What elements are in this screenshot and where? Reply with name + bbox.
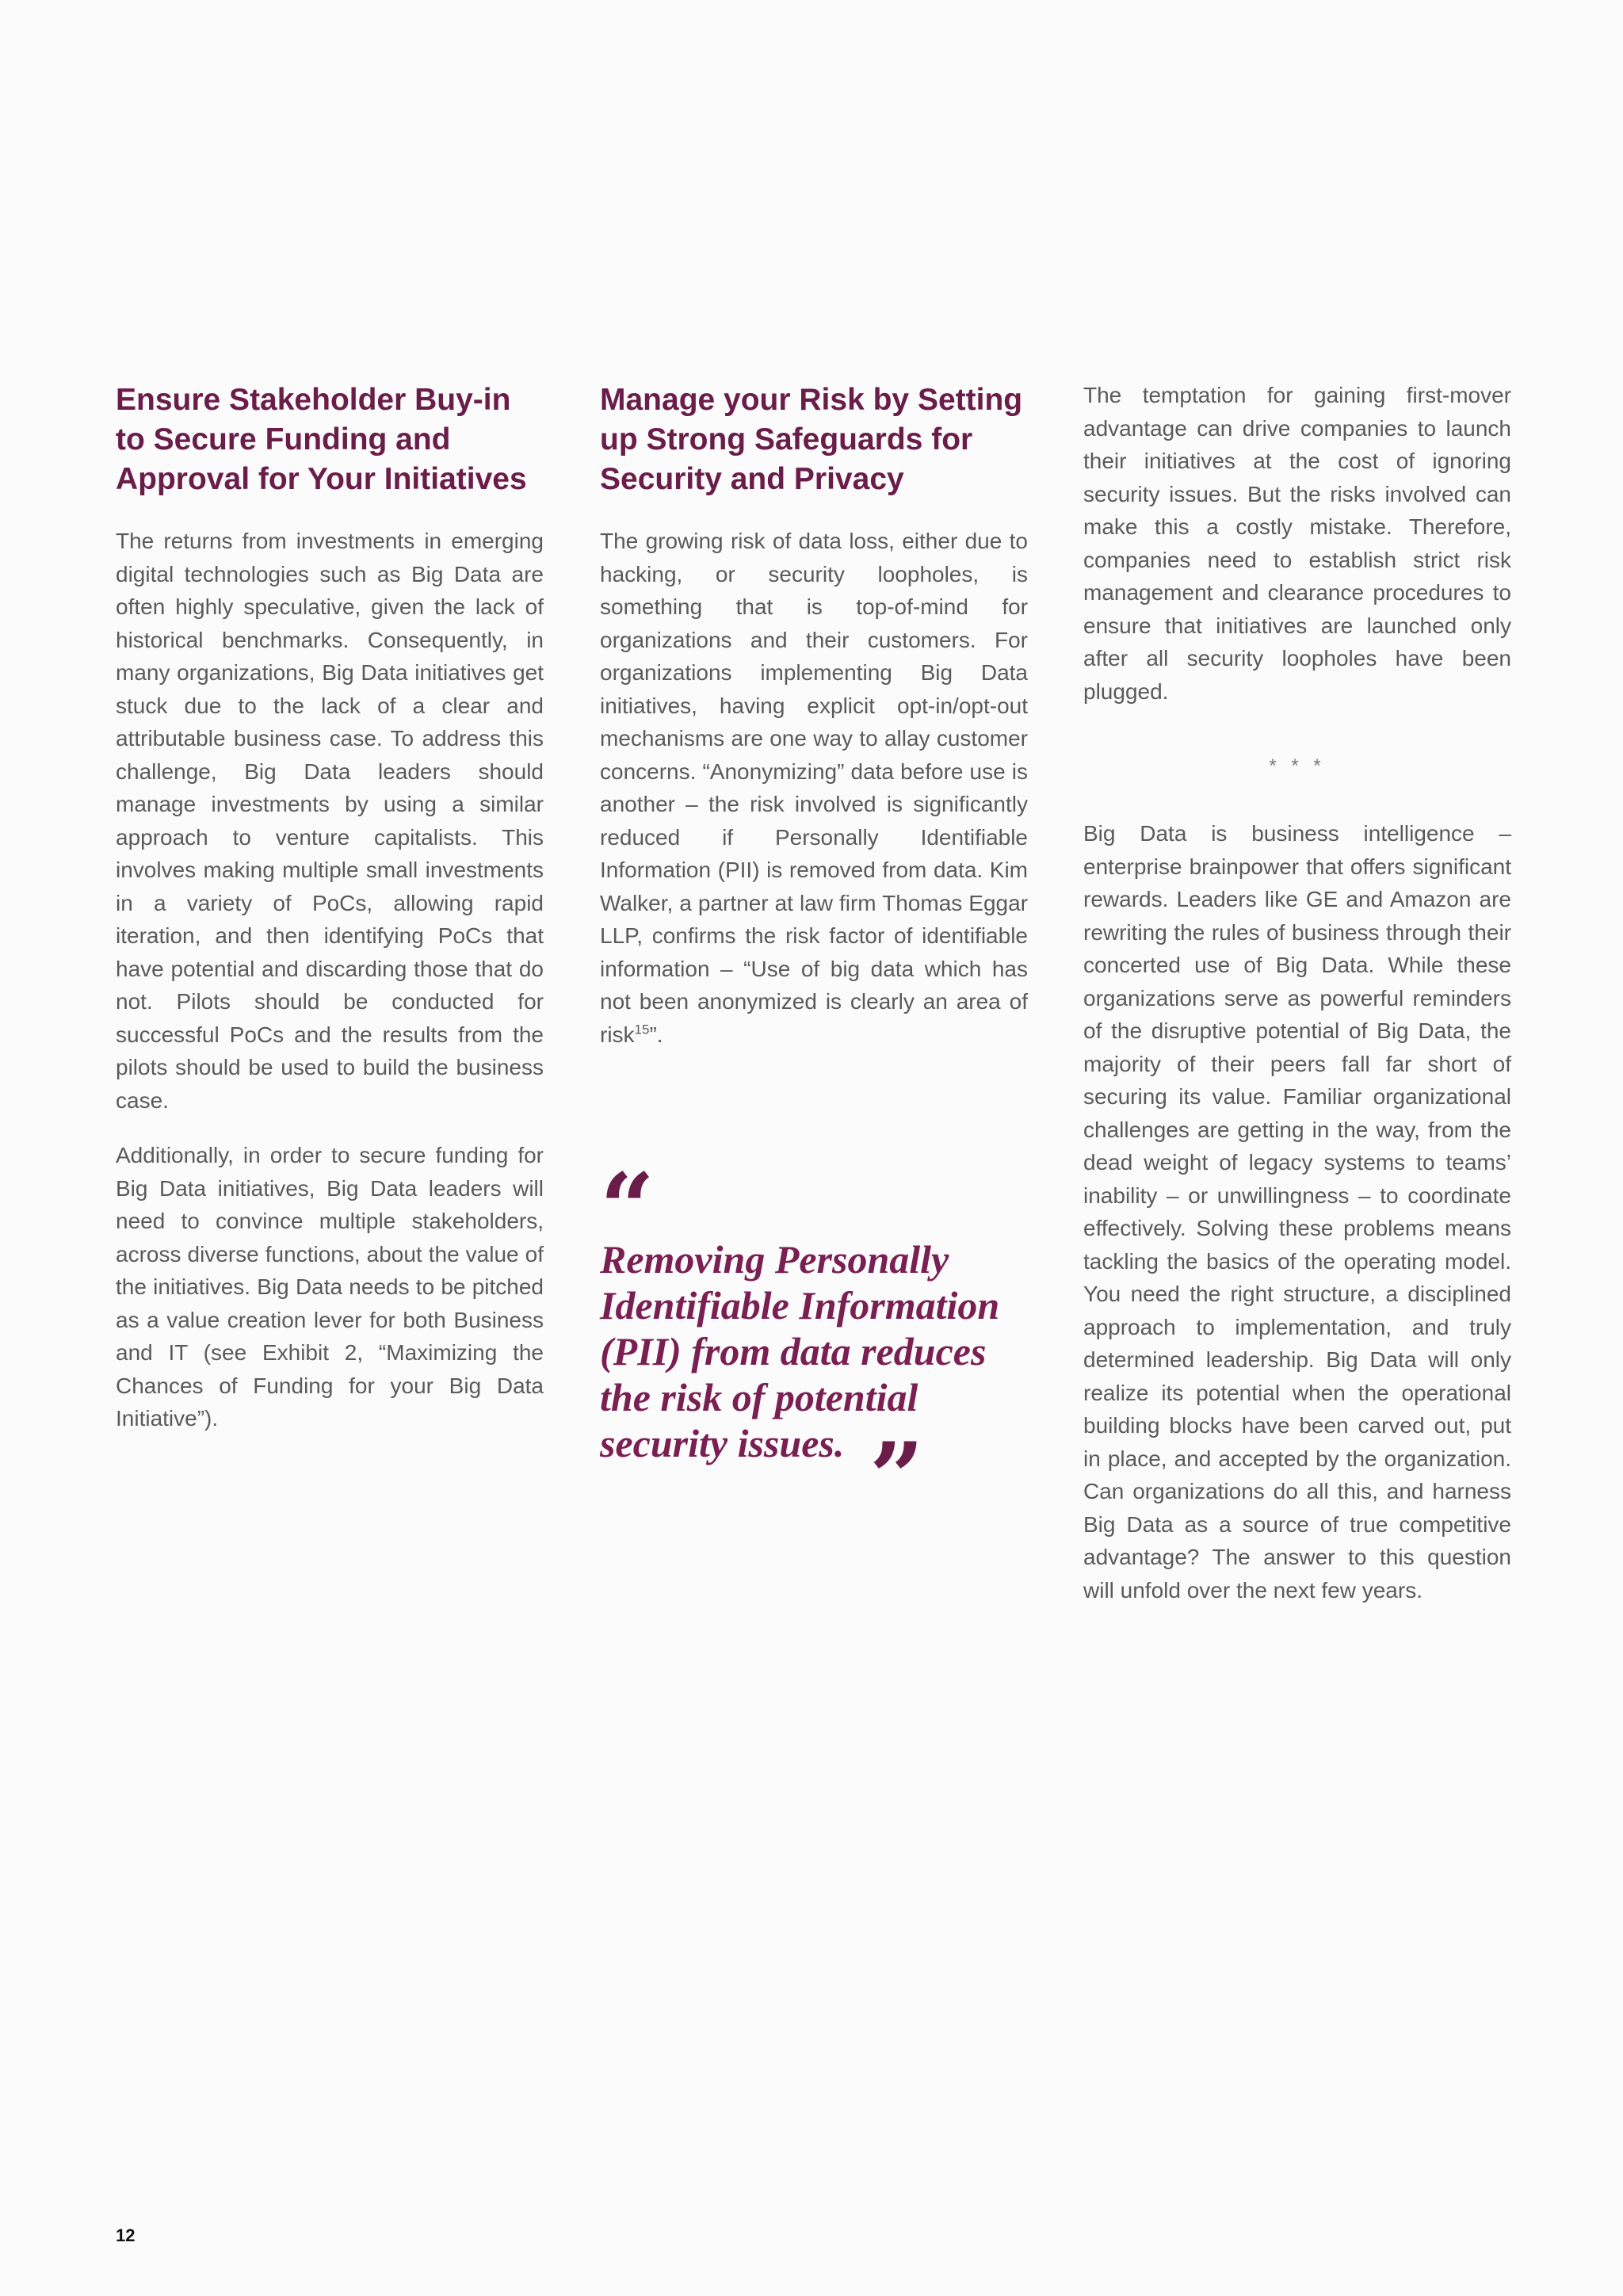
section-separator: * * * (1269, 755, 1326, 777)
section-heading-manage-risk: Manage your Risk by Setting up Strong Safeguards for Security and Privacy (600, 383, 1023, 496)
footnote-ref: 15 (634, 1022, 650, 1037)
column-left (116, 380, 544, 1457)
section-heading-stakeholder-buy-in: Ensure Stakeholder Buy-in to Secure Funding and Approval for Your Initiatives (116, 383, 527, 496)
close-quote-icon: ” (869, 1422, 918, 1534)
paragraph: The returns from investments in emerging digital technologies such as Big Data are often highly speculative, given the lack of historical benchmarks. Consequently, in many organizations, Big Data initiatives get stuck due to the lack of a clear and attributable business case. To address this challenge, Big Data leaders should manage investments by using a similar approach to venture capitalists. This involves making multiple small investments in a variety of PoCs, allowing rapid iteration, and then identifying PoCs that have potential and discarding those that do not. Pilots should be conducted for successful PoCs and the results from the pilots should be used to build the business case. (116, 529, 544, 1113)
paragraph-end: ”. (649, 1022, 663, 1047)
column-right (1083, 379, 1511, 1629)
paragraph (600, 525, 1028, 1051)
pull-quote-text: Removing Personally Identifiable Information (PII) from data reduces the risk of potential security issues. (600, 1237, 1000, 1465)
paragraph: The temptation for gaining first-mover advantage can drive companies to launch their initiatives at the cost of ignoring security issues. But the risks involved can make this a costly mistake. Therefore, companies need to establish strict risk management and clearance procedures to ensure that initiatives are launched only after all security loopholes have been plugged. (1083, 383, 1511, 704)
paragraph: Additionally, in order to secure funding for Big Data initiatives, Big Data leaders will need to convince multiple stakeholders, across diverse functions, about the value of the initiatives. Big Data needs to be pitched as a value creation lever for both Business and IT (see Exhibit 2, “Maximizing the Chances of Funding for your Big Data Initiative”). (116, 1143, 544, 1431)
paragraph: Big Data is business intelligence – enterprise brainpower that offers significant rewards. Leaders like GE and Amazon are rewriting the rules of business through their concerted use of Big Data. While these organizations serve as powerful reminders of the disruptive potential of Big Data, the majority of their peers fall far short of securing its value. Familiar organizational challenges are getting in the way, from the dead weight of legacy systems to teams’ inability – or unwillingness – to coordinate effectively. Solving these problems means tackling the basics of the operating model. You need the right structure, a disciplined approach to implementation, and truly determined leadership. Big Data will only realize its potential when the operational building blocks have been carved out, put in place, and accepted by the organization. Can organizations do all this, and harness Big Data as a source of true competitive advantage? The answer to this question will unfold over the next few years. (1083, 821, 1511, 1603)
page-number: 12 (116, 2225, 136, 2245)
open-quote-icon: “ (600, 1152, 649, 1264)
pull-quote (600, 1152, 1044, 1534)
column-middle (600, 380, 1028, 1073)
paragraph-text: The growing risk of data loss, either due to hacking, or security loopholes, is something that is top-of-mind for organizations and their customers. For organizations implementing Big Data initiatives, having explicit opt-in/opt-out mechanisms are one way to allay customer concerns. “Anonymizing” data before use is another – the risk involved is significantly reduced if Personally Identifiable Information (PII) is removed from data. Kim Walker, a partner at law firm Thomas Eggar LLP, confirms the risk factor of identifiable information – “Use of big data which has not been anonymized is clearly an area of risk (600, 529, 1028, 1047)
